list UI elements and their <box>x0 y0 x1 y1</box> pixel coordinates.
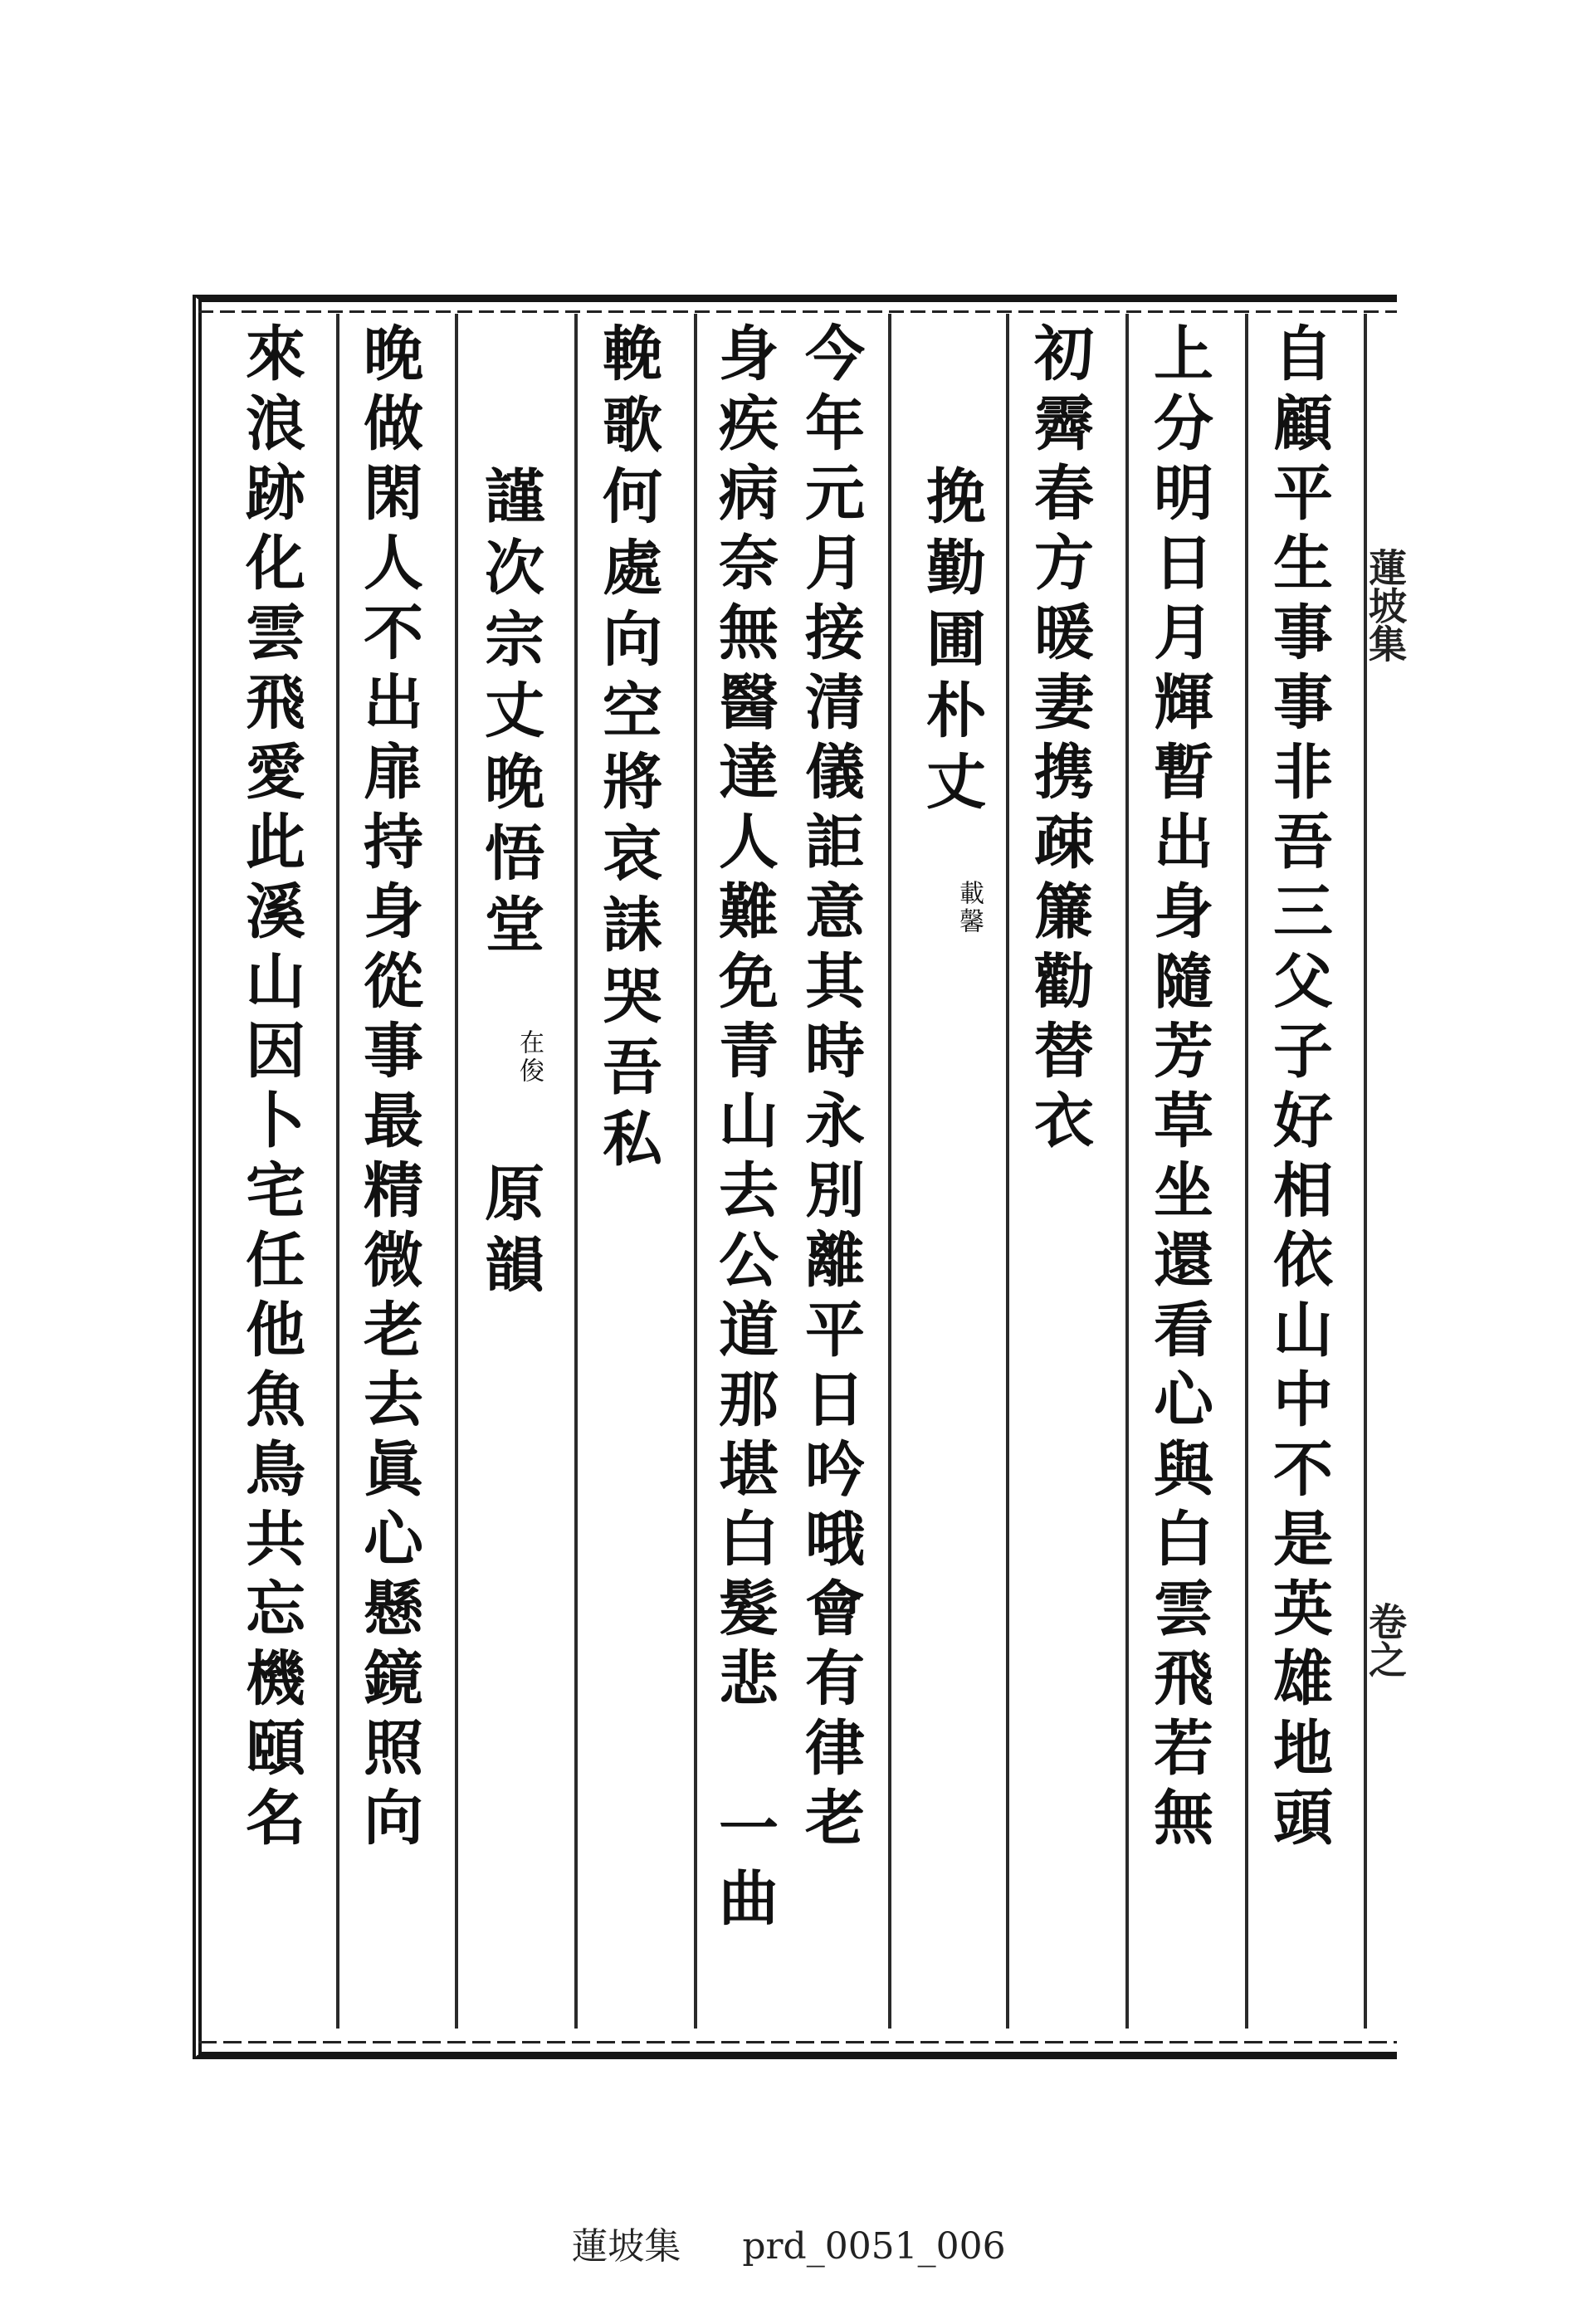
text-column-8: 來浪跡化雲飛愛此溪山因卜宅任他魚鳥共忘機頤名 <box>236 322 306 1856</box>
text-column-5: 身疾病奈無醫達人難免青山去公道那堪白髮悲 一曲 <box>709 322 779 1936</box>
text-column-6: 輓歌何處向空將哀誄哭吾私 <box>593 322 663 1179</box>
page-caption <box>0 2216 1577 2269</box>
author-note-1: 載馨 <box>954 880 984 936</box>
text-column-4: 今年元月接清儀詎意其時永別離平日吟哦會有律老 <box>795 322 866 1856</box>
column-rule <box>1006 314 1009 2029</box>
poem-title-1: 挽勤圃朴丈 <box>916 465 987 822</box>
edge-fragment-top: 蓮坡集 <box>1363 548 1408 662</box>
column-rule <box>1125 314 1129 2029</box>
caption-title: 蓮坡集 <box>571 2225 681 2268</box>
rhyme-note: 原韻 <box>475 1162 545 1305</box>
column-rule <box>1245 314 1248 2029</box>
edge-fragment-bottom: 卷之 <box>1363 1602 1408 1678</box>
poem-title-2: 謹次宗丈晚悟堂 <box>475 465 545 964</box>
text-column-3: 初霽春方暖妻携疎簾勸替衣 <box>1024 322 1095 1159</box>
column-rule <box>694 314 697 2029</box>
text-column-2: 上分明日月輝暫出身隨芳草坐還看心與白雲飛若無 <box>1144 322 1214 1856</box>
caption-code: prd_0051_006 <box>742 2225 1006 2268</box>
text-column-1: 自顧平生事事非吾三父子好相依山中不是英雄地頭 <box>1263 322 1334 1856</box>
column-rule <box>455 314 458 2029</box>
text-column-7: 晚做閑人不出扉持身從事最精微老去眞心懸鏡照向 <box>354 322 424 1856</box>
column-rule <box>888 314 891 2029</box>
column-rule <box>574 314 578 2029</box>
column-rule <box>336 314 339 2029</box>
author-note-2: 在俊 <box>515 1029 544 1086</box>
